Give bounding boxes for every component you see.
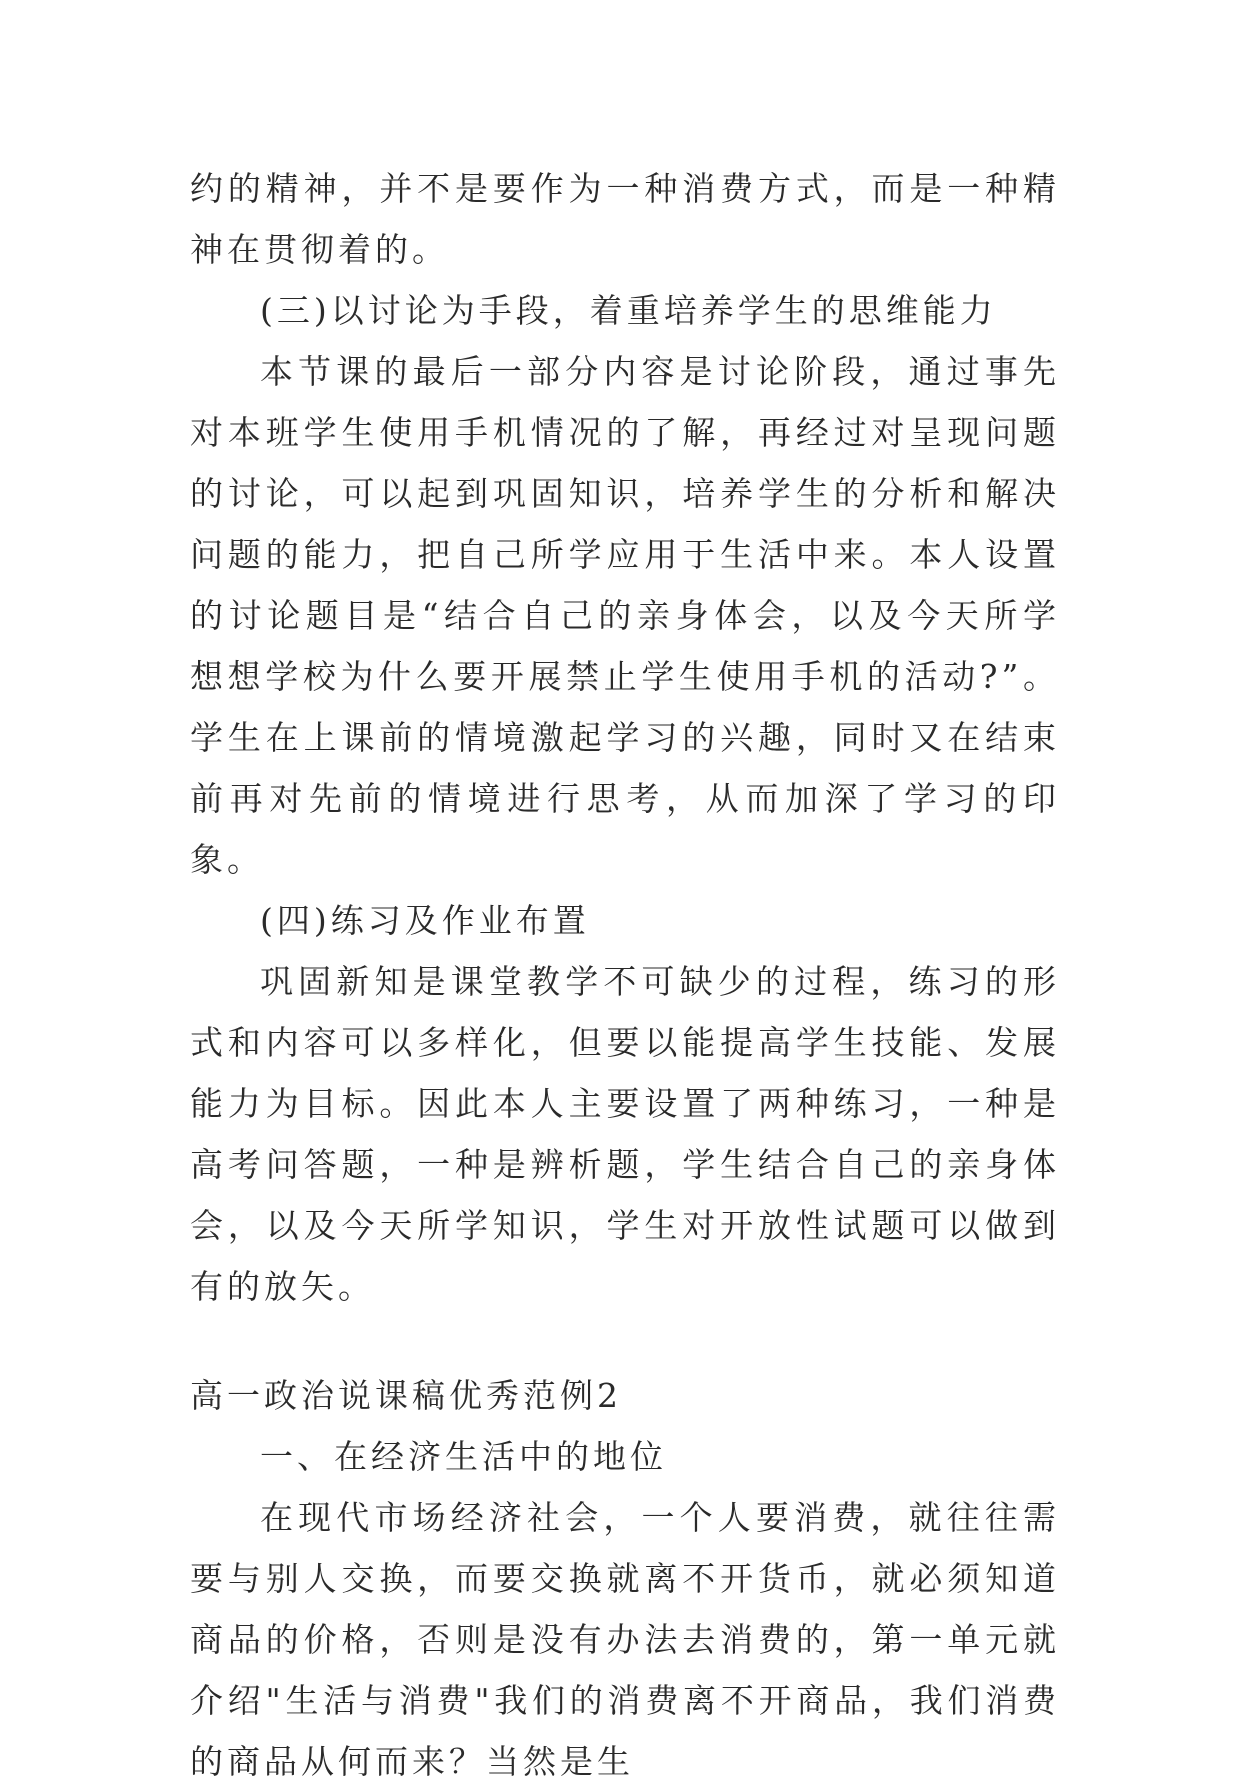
document-title-example-2: 高一政治说课稿优秀范例2 <box>190 1376 622 1415</box>
section-heading-status: 一、在经济生活中的地位 <box>260 1437 667 1476</box>
paragraph-continuation: 约的精神，并不是要作为一种消费方式，而是一种精神在贯彻着的。 <box>190 169 1060 269</box>
paragraph-exercises: 巩固新知是课堂教学不可缺少的过程，练习的形式和内容可以多样化，但要以能提高学生技能、发展能力为目标。因此本人主要设置了两种练习，一种是高考问答题，一种是辨析题，学生结合自己的亲身体会，以及今天所学知识，学生对开放性试题可以做到有的放矢。 <box>190 962 1060 1306</box>
section-heading-exercises: (四)练习及作业布置 <box>260 901 590 940</box>
section-heading-discussion: (三)以讨论为手段，着重培养学生的思维能力 <box>260 291 997 330</box>
paragraph-discussion: 本节课的最后一部分内容是讨论阶段，通过事先对本班学生使用手机情况的了解，再经过对呈现问题的讨论，可以起到巩固知识，培养学生的分析和解决问题的能力，把自己所学应用于生活中来。本人设置的讨论题目是“结合自己的亲身体会，以及今天所学想想学校为什么要开展禁止学生使用手机的活动?”。学生在上课前的情境激起学习的兴趣，同时又在结束前再对先前的情境进行思考，从而加深了学习的印象。 <box>190 352 1060 879</box>
paragraph-status: 在现代市场经济社会，一个人要消费，就往往需要与别人交换，而要交换就离不开货币，就必须知道商品的价格，否则是没有办法去消费的，第一单元就介绍"生活与消费"我们的消费离不开商品，我们消费的商品从何而来？当然是生 <box>190 1498 1060 1781</box>
document-page <box>190 158 1060 1792</box>
